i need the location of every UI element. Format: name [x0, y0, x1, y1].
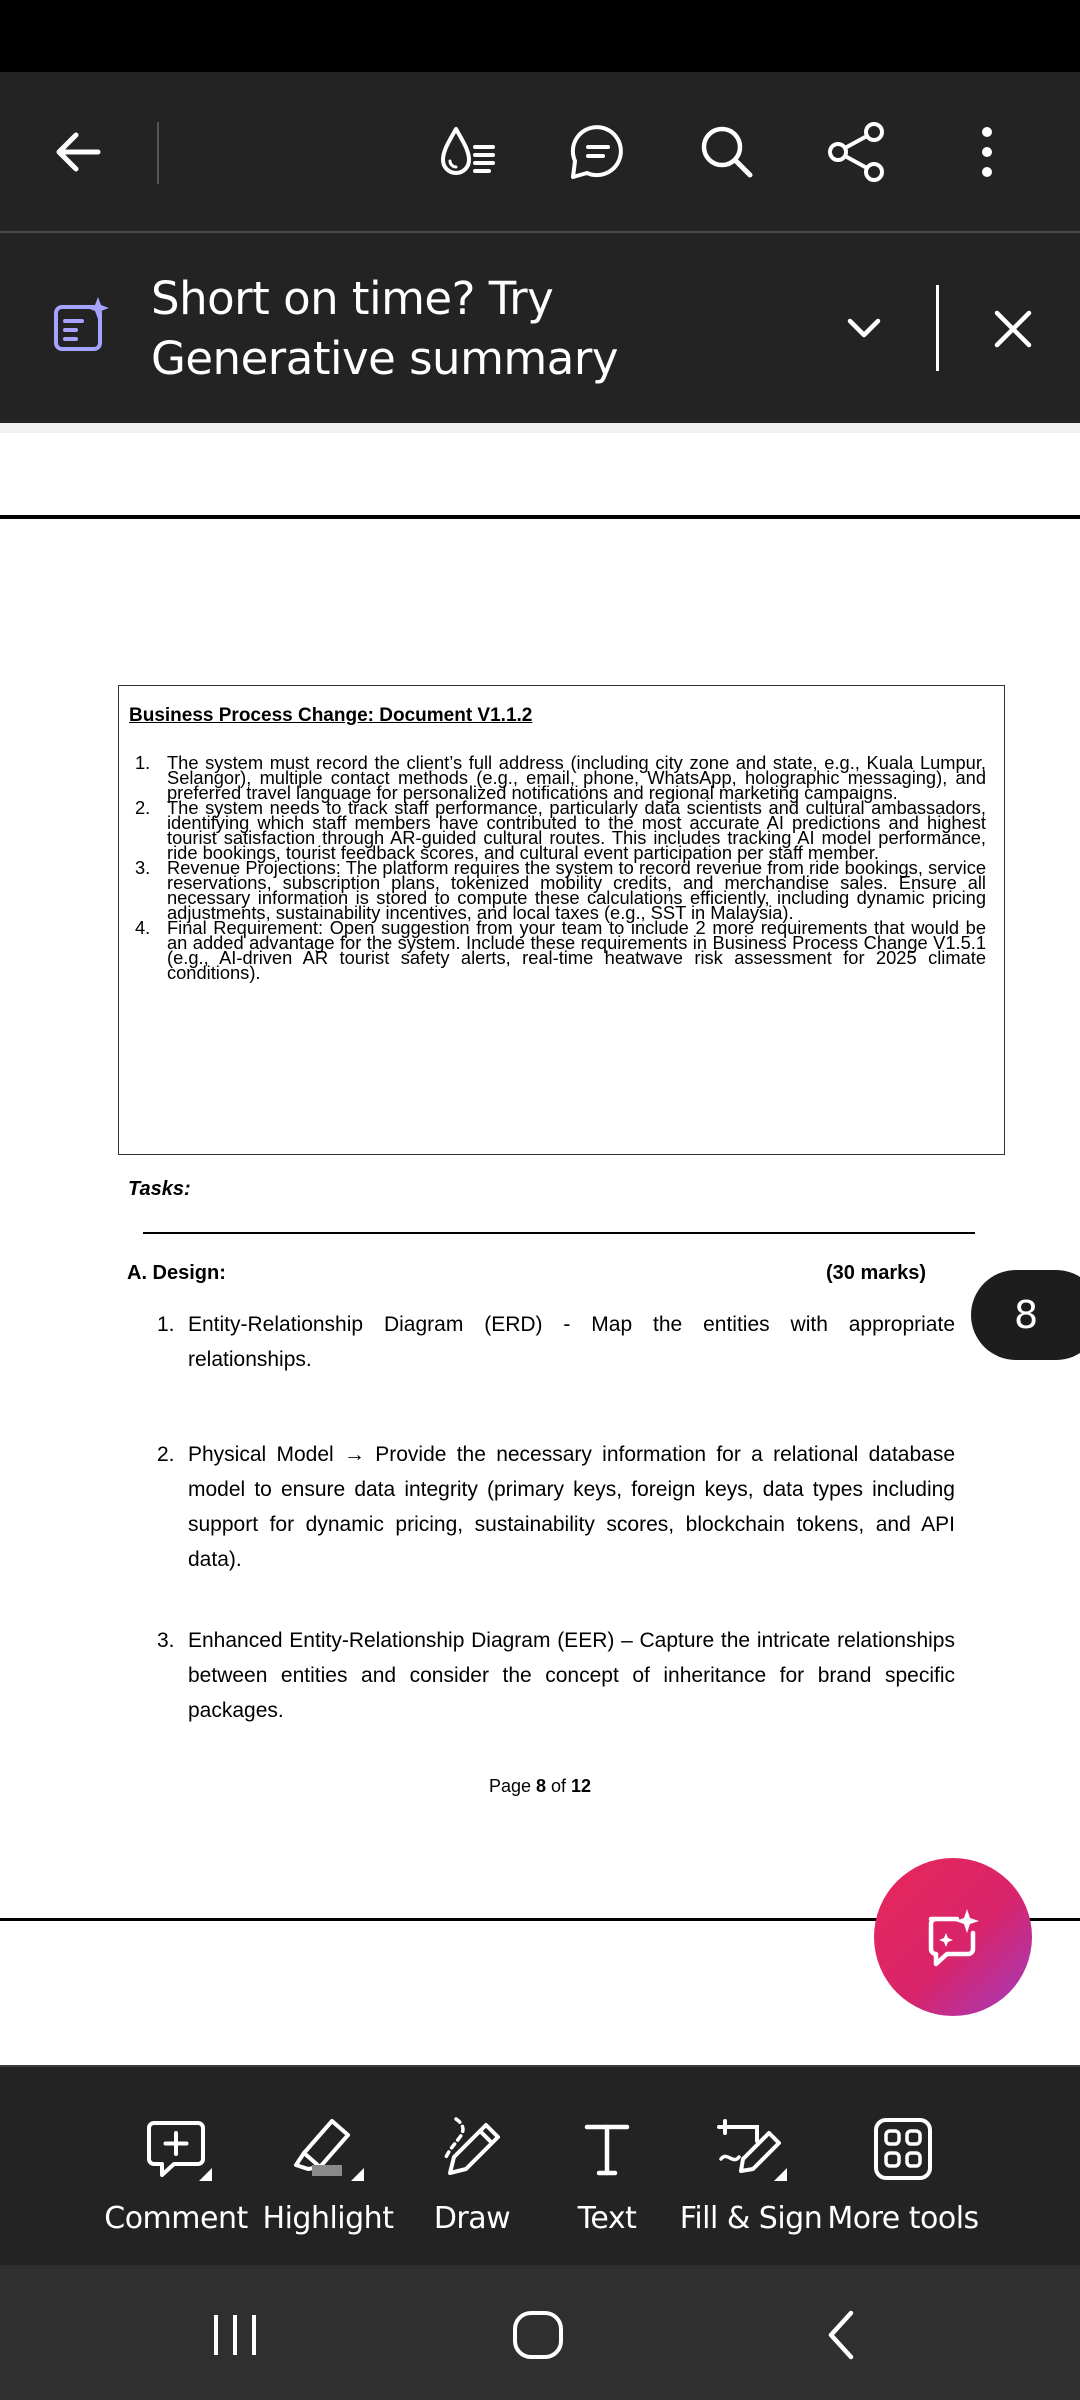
toolbar-divider [157, 122, 159, 184]
box-title: Business Process Change: Document V1.1.2 [129, 705, 533, 726]
recent-apps-button[interactable] [200, 2305, 270, 2365]
list-item: 3. Revenue Projections: The platform requires the system to record revenue from ride bookings, service reservations, subscription plans, tokenized mobility credits, and merchandise sales. Ensure all necessary information is stored to compute these calculations efficiently, including dynamic pricing adjustments, sustainability incentives, and local taxes (e.g., SST in Malaysia). [135, 857, 986, 923]
section-marks: (30 marks) [826, 1262, 927, 1284]
bottom-toolbar: Comment Highlight Draw Text Fill & Sign More tools [0, 2065, 1080, 2265]
task-item: 1. Entity-Relationship Diagram (ERD) - Map the entities with appropriate relationships. [157, 1313, 955, 1371]
banner-text: Short on time? Try Generative summary [151, 272, 618, 385]
recent-apps-icon [200, 2305, 270, 2365]
banner-divider [936, 285, 939, 371]
task-item: 3. Enhanced Entity-Relationship Diagram (EER) – Capture the intricate relationships between entities and consider the concept of inheritance for brand specific packages. [157, 1629, 955, 1722]
page-indicator[interactable]: 8 [971, 1270, 1080, 1360]
comments-button[interactable] [556, 112, 636, 192]
overflow-menu-button[interactable] [947, 112, 1027, 192]
document-viewer[interactable] [0, 423, 1080, 2065]
list-item: 1. The system must record the client’s full address (including city zone and state, e.g., Kuala Lumpur, Selangor), multiple contact methods (e.g., email, phone, WhatsApp, holographic messaging), and preferred travel language for personalized notifications and regional marketing campaigns. [135, 752, 986, 803]
text-t-icon [567, 2115, 647, 2185]
task-item: 2. Physical Model → Provide the necessary information for a relational database model to ensure data integrity (primary keys, foreign keys, data types including support for dynamic pricing, sustainability scores, blockchain tokens, and API data). [157, 1443, 955, 1571]
list-item: 2. The system needs to track staff performance, particularly data scientists and cultural ambassadors, identifying which staff members have contributed to the most accurate AI predictions and highest tourist satisfaction through AR-guided cultural routes. This includes tracking AI model performance, ride bookings, tourist feedback scores, and cultural event participation per staff member. [135, 797, 986, 863]
fill-sign-icon [711, 2115, 791, 2185]
requirements-list [129, 752, 986, 983]
pdf-page [0, 433, 1080, 2068]
ai-assistant-button[interactable] [874, 1858, 1032, 2016]
liquid-mode-icon [433, 117, 503, 187]
close-icon[interactable] [983, 299, 1043, 359]
page-top-rule [0, 515, 1080, 519]
ai-summary-icon [52, 295, 112, 355]
more-vertical-icon [967, 122, 1007, 182]
system-back-button[interactable] [807, 2305, 877, 2365]
tasks-rule [143, 1232, 975, 1234]
ai-chat-sparkle-icon [917, 1901, 989, 1973]
top-toolbar [0, 72, 1080, 232]
home-icon [503, 2305, 573, 2365]
pencil-draw-icon [432, 2115, 512, 2185]
comment-add-icon [136, 2115, 216, 2185]
generative-summary-banner[interactable] [0, 233, 1080, 423]
section-title: A. Design: [127, 1262, 226, 1284]
chevron-down-icon[interactable] [836, 299, 892, 355]
share-icon [824, 119, 890, 185]
liquid-mode-button[interactable] [428, 112, 508, 192]
business-process-change-box [118, 685, 1005, 1155]
grid-icon [863, 2115, 943, 2185]
comment-bubbles-icon [561, 117, 631, 187]
back-chevron-icon [807, 2305, 877, 2365]
list-item: 4. Final Requirement: Open suggestion from your team to include 2 more requirements that would be an added advantage for the system. Include these requirements in Business Process Change V1.5.1 (e.g., AI-driven AR tourist safety alerts, real-time heatwave risk assessment for 2025 climate conditions). [135, 917, 986, 983]
status-bar [0, 0, 1080, 72]
highlighter-icon [288, 2115, 368, 2185]
search-button[interactable] [687, 112, 767, 192]
system-nav-bar [0, 2265, 1080, 2400]
page-footer: Page 8 of 12 [488, 1776, 592, 1796]
arrow-left-icon [48, 122, 108, 182]
home-button[interactable] [503, 2305, 573, 2365]
back-button[interactable] [38, 112, 118, 192]
search-icon [694, 119, 760, 185]
share-button[interactable] [817, 112, 897, 192]
tasks-label: Tasks: [128, 1178, 191, 1200]
